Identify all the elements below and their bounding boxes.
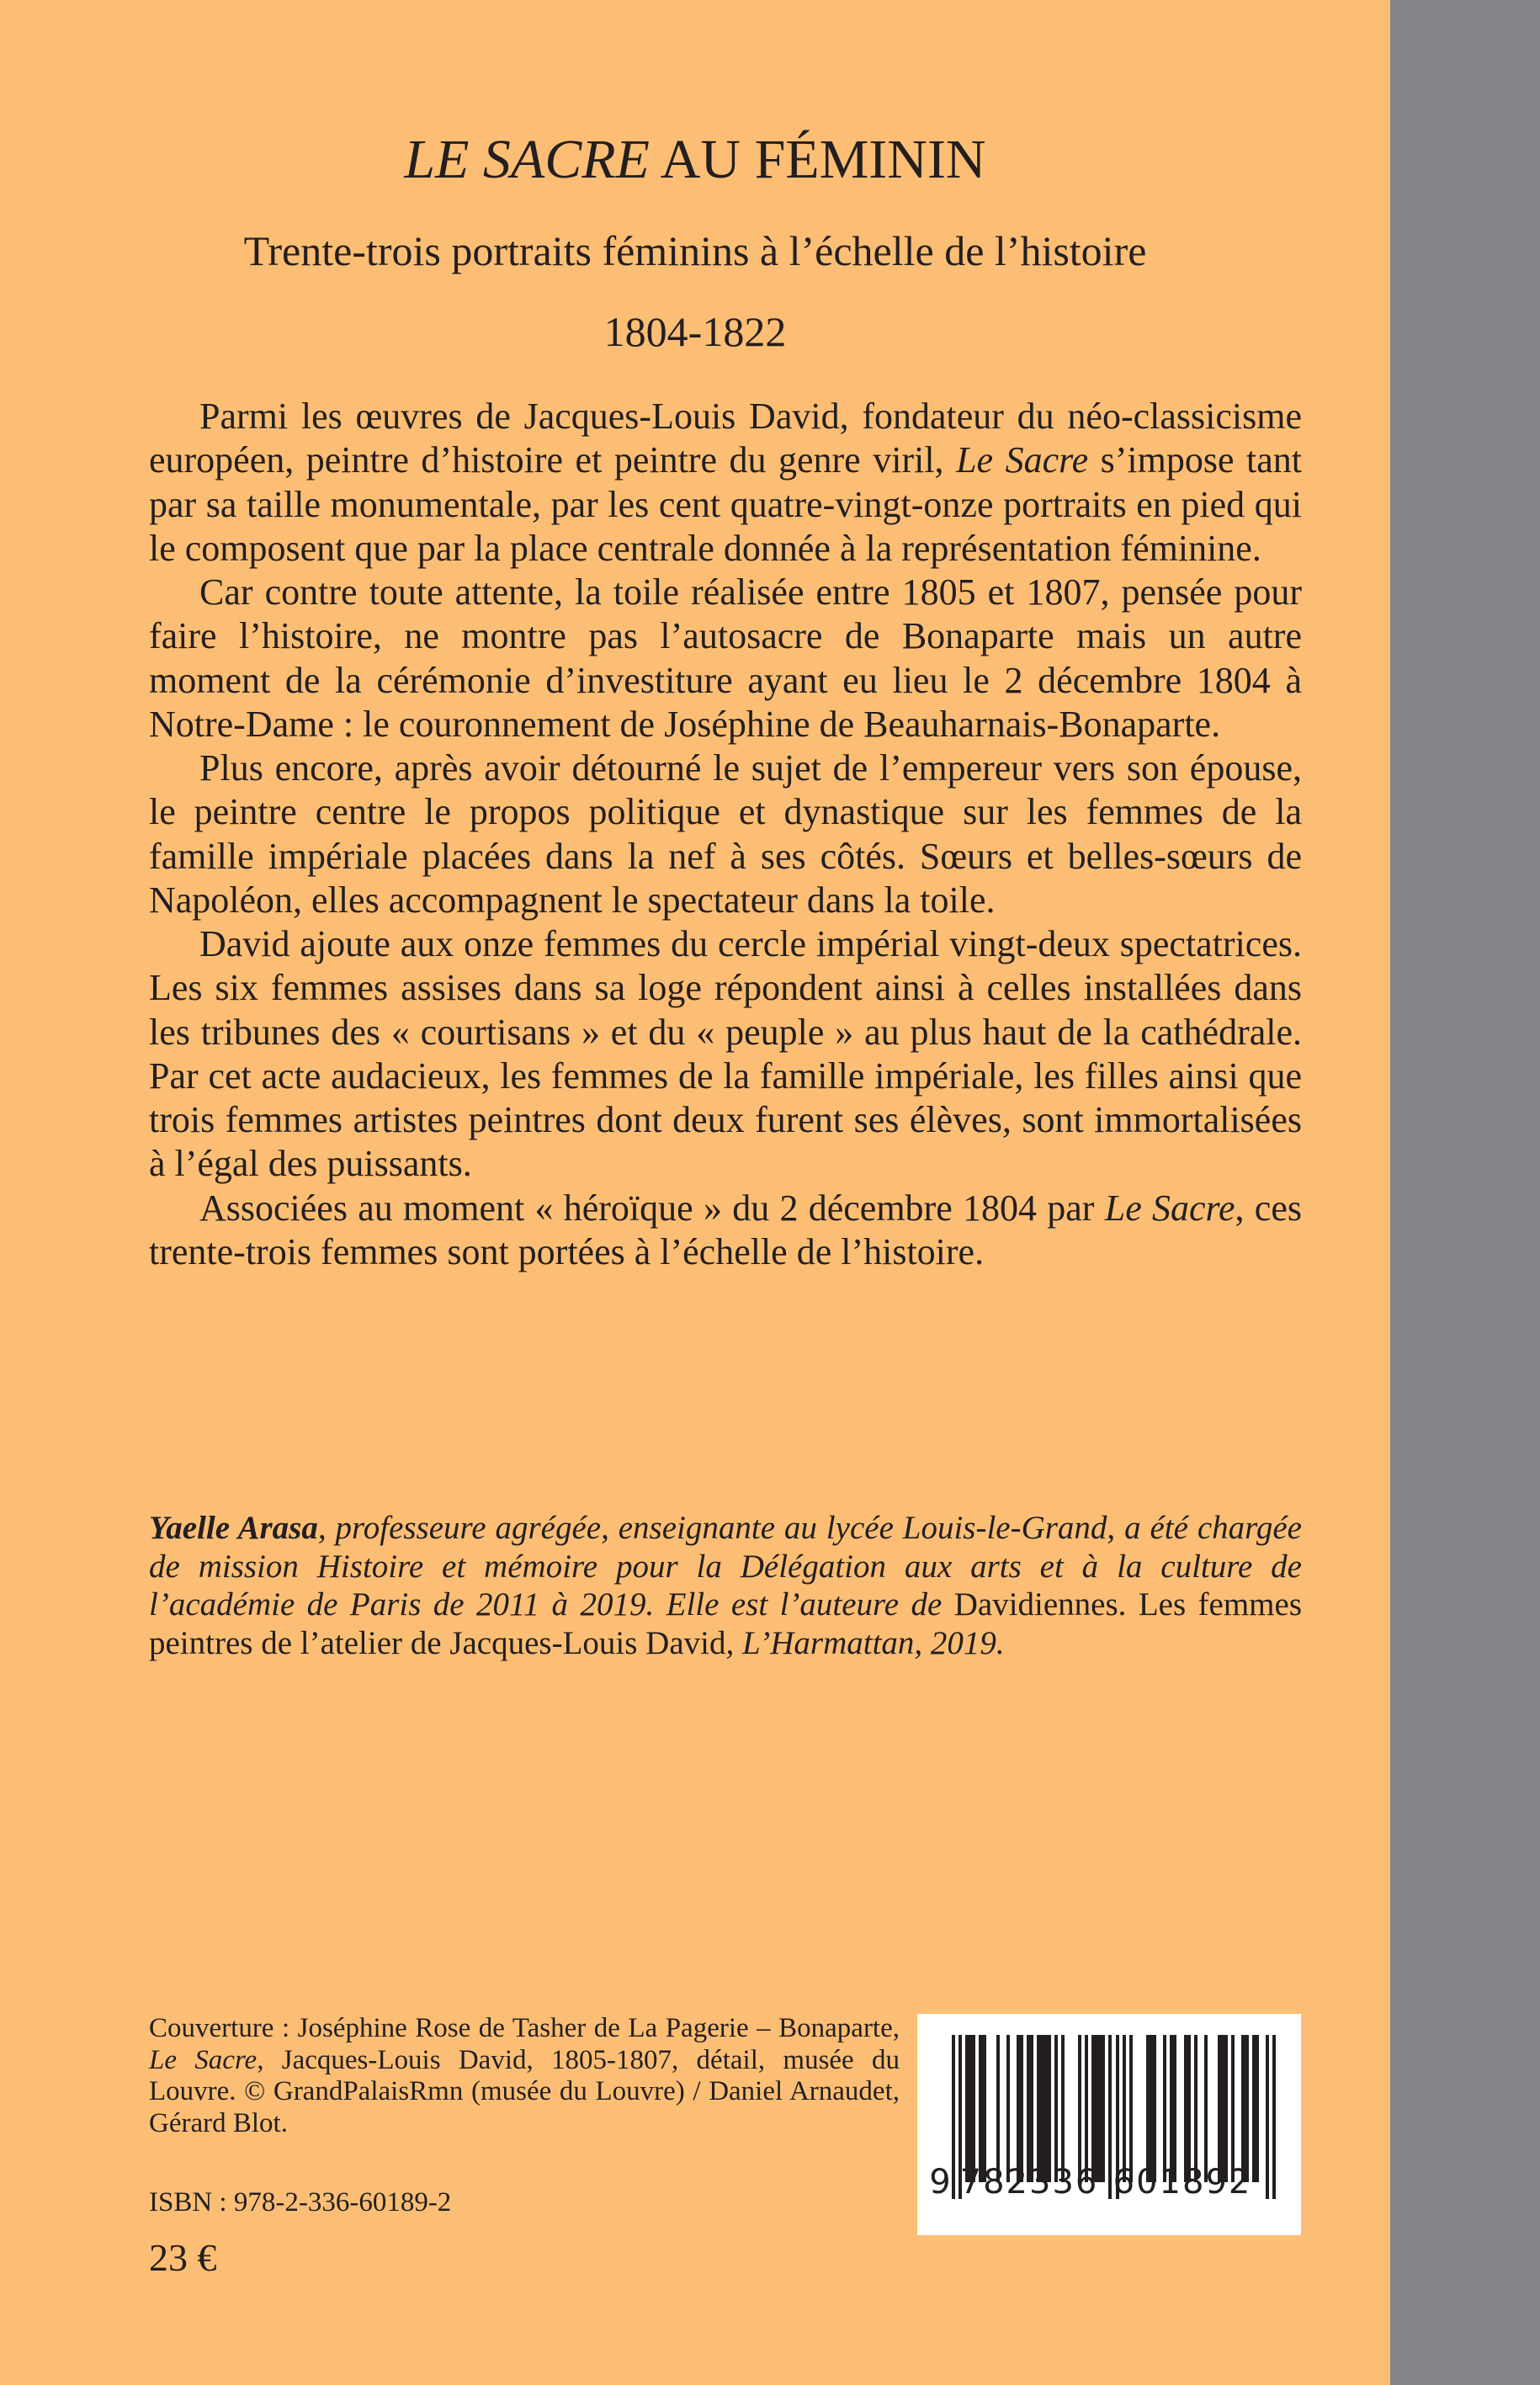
- barcode-bar: [1163, 2035, 1166, 2182]
- book-dates: 1804-1822: [603, 308, 787, 355]
- barcode-right-group: 601892: [1113, 2163, 1252, 2202]
- barcode-bar: [1054, 2035, 1058, 2182]
- blurb-paragraph: [149, 922, 1302, 1187]
- barcode-bar: [1194, 2035, 1197, 2182]
- barcode-bar: [1129, 2035, 1133, 2182]
- barcode-bar: [1170, 2035, 1176, 2182]
- author-bio-text: , professeure agrégée, enseignante au lycée Louis-le-Grand, a été chargée de mission Histoire et mémoire pour la Délégation aux arts et à la culture de l’académie de Paris de 2011 à 2019. Elle est l’auteure de: [149, 1510, 1302, 1623]
- author-bio-publisher: , L’Harmattan, 2019.: [725, 1624, 1005, 1661]
- author-book-title: Davidiennes. Les femmes peintres de l’atelier de Jacques-Louis David: [149, 1586, 1302, 1661]
- barcode: [917, 2014, 1301, 2235]
- author-name: Yaelle Arasa: [149, 1510, 318, 1546]
- blurb-text: s’impose tant par sa taille monumentale, par les cent quatre-vingt-onze portraits en pied qui le composent que par la place centrale donnée à la représentation féminine.: [149, 439, 1302, 569]
- author-bio: [149, 1509, 1302, 1662]
- barcode-bar: [1017, 2035, 1023, 2182]
- barcode-bar: [1184, 2035, 1191, 2182]
- book-title-italic: LE SACRE: [404, 129, 650, 190]
- cover-credits: [149, 2013, 900, 2140]
- barcode-bar: [1006, 2035, 1010, 2182]
- credits-artwork-title: Le Sacre: [149, 2044, 258, 2075]
- credits-prefix: Couverture : Joséphine Rose de Tasher de La Pagerie – Bonaparte,: [149, 2013, 900, 2043]
- artwork-title: Le Sacre: [1104, 1187, 1235, 1229]
- blurb-paragraph: [149, 1187, 1302, 1275]
- credits-suffix: , Jacques-Louis David, 1805-1807, détail, musée du Louvre. © GrandPalaisRmn (musée du Louvre) / Daniel Arnaudet, Gérard Blot.: [149, 2044, 900, 2139]
- isbn: ISBN : 978-2-336-60189-2: [149, 2187, 452, 2218]
- blurb-paragraph: [149, 746, 1302, 922]
- barcode-bar: [1078, 2035, 1081, 2182]
- barcode-bar: [965, 2035, 975, 2182]
- blurb-text: Car contre toute attente, la toile réalisée entre 1805 et 1807, pensée pour faire l’histoire, ne montre pas l’autosacre de Bonaparte mais un autre moment de la cérémonie d’investiture ayant eu lieu le 2 décembre 1804 à Notre-Dame : le couronnement de Joséphine de Beauharnais-Bonaparte.: [149, 571, 1302, 745]
- barcode-bar: [1218, 2035, 1228, 2182]
- book-title-rest: AU FÉMININ: [649, 129, 986, 190]
- price: 23 €: [149, 2236, 217, 2279]
- blurb: [149, 395, 1302, 1274]
- blurb-text: Parmi les œuvres de Jacques-Louis David, fondateur du néo-classicisme européen, peintre d’histoire et peintre du genre viril,: [149, 396, 1302, 481]
- book-subtitle: Trente-trois portraits féminins à l’échelle de l’histoire: [243, 227, 1147, 274]
- artwork-title: Le Sacre: [956, 439, 1089, 481]
- barcode-bar: [1123, 2035, 1126, 2182]
- barcode-bar: [1204, 2035, 1208, 2182]
- barcode-bar: [1085, 2035, 1088, 2182]
- blurb-text: Plus encore, après avoir détourné le sujet de l’empereur vers son épouse, le peintre centre le propos politique et dynastique sur les femmes de la famille impériale placées dans la nef à ses côtés. Sœurs et belles-sœurs de Napoléon, elles accompagnent le spectateur dans la toile.: [149, 747, 1302, 921]
- barcode-bar: [1037, 2035, 1050, 2182]
- barcode-bar: [1027, 2035, 1033, 2182]
- barcode-first-digit: 9: [929, 2163, 951, 2202]
- barcode-bar: [1252, 2035, 1259, 2182]
- barcode-bar: [979, 2035, 985, 2182]
- barcode-bar: [1241, 2035, 1248, 2182]
- barcode-bar: [1231, 2035, 1235, 2182]
- barcode-bar: [1146, 2035, 1156, 2182]
- blurb-paragraph: [149, 571, 1302, 746]
- barcode-bar: [996, 2035, 1000, 2182]
- barcode-digits: [917, 2164, 1301, 2201]
- spine-band: [1390, 0, 1540, 2385]
- barcode-bar: [1061, 2035, 1065, 2182]
- barcode-left-group: 782336: [959, 2163, 1099, 2202]
- blurb-text: David ajoute aux onze femmes du cercle impérial vingt-deux spectatrices. Les six femmes assises dans sa loge répondent ainsi à celles installées dans les tribunes des « courtisans » et du « peuple » au plus haut de la cathédrale. Par cet acte audacieux, les femmes de la famille impériale, les filles ainsi que trois femmes artistes peintres dont deux furent ses élèves, sont immortalisées à l’égal des puissants.: [149, 923, 1302, 1185]
- blurb-paragraph: [149, 395, 1302, 571]
- blurb-text: , ces trente-trois femmes sont portées à l’échelle de l’histoire.: [149, 1187, 1302, 1272]
- book-title: [0, 126, 1390, 194]
- barcode-bar: [1091, 2035, 1105, 2182]
- blurb-text: Associées au moment « héroïque » du 2 décembre 1804 par: [199, 1187, 1105, 1229]
